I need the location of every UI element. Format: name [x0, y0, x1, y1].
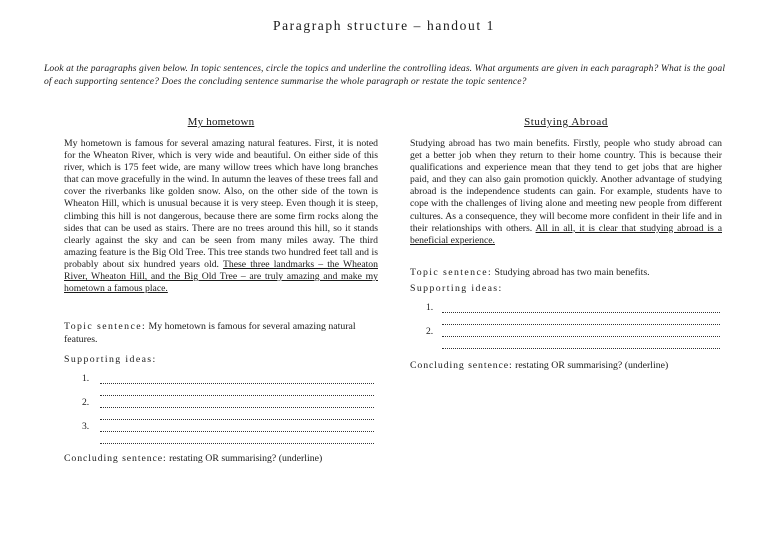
- left-heading: My hometown: [187, 116, 255, 128]
- right-concluding-label: Concluding sentence:: [410, 360, 513, 372]
- right-topic-text: Studying abroad has two main benefits.: [492, 266, 650, 278]
- left-supporting-item-3: [64, 421, 378, 445]
- left-concluding-text: restating OR summarising? (underline): [166, 453, 323, 465]
- right-concluding-text: restating OR summarising? (underline): [512, 360, 669, 372]
- left-answer-line-1a[interactable]: [100, 383, 374, 384]
- right-answer-line-1a[interactable]: [442, 312, 720, 313]
- right-concluding-sentence: [410, 360, 722, 371]
- right-answer-line-2b[interactable]: [442, 348, 720, 349]
- right-answer-line-1b[interactable]: [442, 324, 720, 325]
- left-concluding-label: Concluding sentence:: [64, 453, 167, 465]
- right-item-number-1: 1.: [426, 302, 434, 314]
- left-answer-line-3b[interactable]: [100, 443, 374, 444]
- right-supporting-item-1: [410, 302, 722, 326]
- left-topic-text: My hometown is famous for several amazing natural features.: [64, 321, 356, 345]
- handout-title: Paragraph structure – handout 1: [272, 18, 496, 33]
- left-concluding-sentence: [64, 453, 378, 464]
- left-supporting-item-2: [64, 397, 378, 421]
- left-answer-line-2a[interactable]: [100, 407, 374, 408]
- right-paragraph-concluding: All in all, it is clear that studying abroad is a beneficial experience.: [410, 222, 722, 246]
- left-topic-label: Topic sentence:: [64, 321, 147, 333]
- left-item-number-1: 1.: [82, 373, 90, 385]
- right-item-number-2: 2.: [426, 326, 434, 338]
- left-answer-line-3a[interactable]: [100, 431, 374, 432]
- left-supporting-list: [64, 373, 378, 445]
- left-item-number-3: 3.: [82, 421, 90, 433]
- left-item-number-2: 2.: [82, 397, 90, 409]
- left-supporting-item-1: [64, 373, 378, 397]
- right-supporting-list: [410, 302, 722, 350]
- right-heading: Studying Abroad: [524, 116, 608, 128]
- right-supporting-label: Supporting ideas:: [410, 283, 503, 295]
- left-answer-line-1b[interactable]: [100, 395, 374, 396]
- right-paragraph: [410, 138, 722, 247]
- right-supporting-item-2: [410, 326, 722, 350]
- right-topic-label: Topic sentence:: [410, 266, 493, 278]
- left-supporting-label: Supporting ideas:: [64, 354, 157, 366]
- left-answer-line-2b[interactable]: [100, 419, 374, 420]
- right-column: [410, 116, 722, 371]
- left-paragraph-body: My hometown is famous for several amazing natural features. First, it is noted for the Wheaton River, which is very wide and beautiful. On either side of this river, which is 175 feet wide, are many willow trees which have long branches that can move gracefully in the wind. In autumn the leaves of these trees fall and cover the riverbanks like golden snow. Also, on the other side of the town is Wheaton Hill, which is unusual because it is very steep. Even though it is steep, climbing this hill is not dangerous, because there are some firm rocks along the sides that can be used as stairs. There are no trees around this hill, so it stands clearly against the sky and can be seen from many miles away. The third amazing feature is the Big Old Tree. This tree stands two hundred feet tall and is probably about six hundred years old.: [64, 138, 378, 270]
- left-paragraph: [64, 138, 378, 295]
- left-column: [64, 116, 378, 464]
- left-paragraph-concluding: These three landmarks – the Wheaton River, Wheaton Hill, and the Big Old Tree – are truly amazing and make my hometown a famous place.: [64, 258, 378, 295]
- instructions-text: Look at the paragraphs given below. In topic sentences, circle the topics and underline the controlling ideas. What arguments are given in each paragraph? What is the goal of each supporting sentence? Does the concluding sentence summarise the whole paragraph or restate the topic sentence?: [44, 63, 726, 87]
- left-topic-sentence: [64, 321, 378, 346]
- right-answer-line-2a[interactable]: [442, 336, 720, 337]
- right-topic-sentence: [410, 267, 722, 280]
- right-paragraph-body: Studying abroad has two main benefits. Firstly, people who study abroad can get a better job when they return to their home country. This is because their qualifications and experience mean that they tend to get jobs that are higher paid, and they can also gain promotion quickly. Another advantage of studying abroad is the independence students can gain. For example, students have to cope with the challenges of living alone and meeting new people from different cultures. As a consequence, they will become more confident in their life and in their relationships with others.: [410, 138, 722, 234]
